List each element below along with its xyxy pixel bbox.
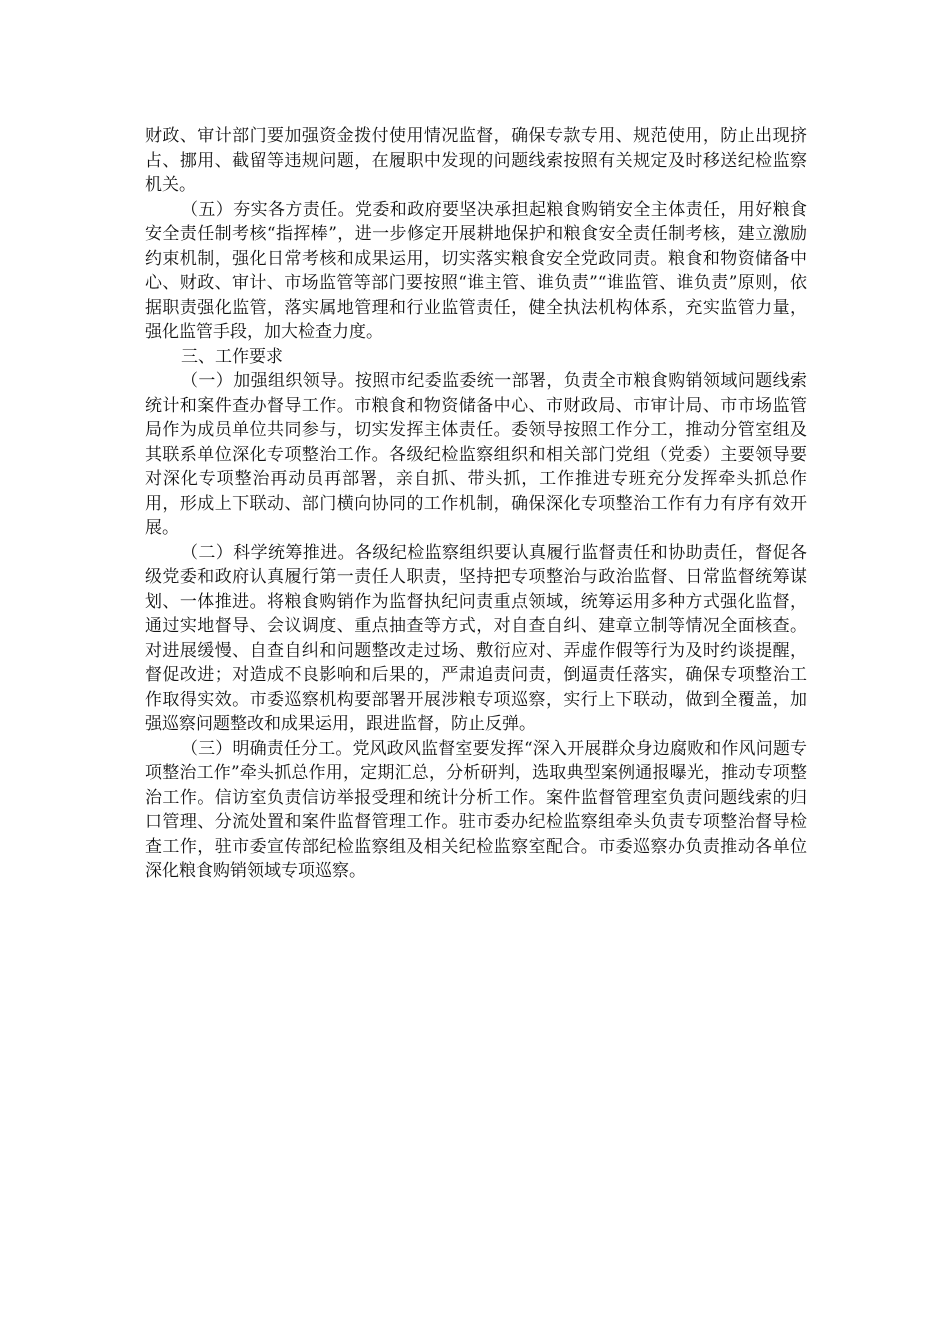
paragraph-section-five: （五）夯实各方责任。党委和政府要坚决承担起粮食购销安全主体责任，用好粮食安全责任制考核“指挥棒”，进一步修定开展耕地保护和粮食安全责任制考核，建立激励约束机制，强化日常考核和成果运用，切实落实粮食安全党政同责。粮食和物资储备中心、财政、审计、市场监管等部门要按照“谁主管、谁负责”“谁监管、谁负责”原则，依据职责强化监管，落实属地管理和行业监管责任，健全执法机构体系，充实监管力量，强化监管手段，加大检查力度。 (145, 199, 807, 342)
paragraph-item-two: （二）科学统筹推进。各级纪检监察组织要认真履行监督责任和协助责任，督促各级党委和政府认真履行第一责任人职责，坚持把专项整治与政治监督、日常监督统筹谋划、一体推进。将粮食购销作为监督执纪问责重点领域，统筹运用多种方式强化监督，通过实地督导、会议调度、重点抽查等方式，对自查自纠、建章立制等情况全面核查。对进展缓慢、自查自纠和问题整改走过场、敷衍应对、弄虚作假等行为及时约谈提醒，督促改进；对造成不良影响和后果的，严肃追责问责，倒逼责任落实，确保专项整治工作取得实效。市委巡察机构要部署开展涉粮专项巡察，实行上下联动，做到全覆盖，加强巡察问题整改和成果运用，跟进监督，防止反弹。 (145, 542, 807, 734)
paragraph-item-three: （三）明确责任分工。党风政风监督室要发挥“深入开展群众身边腐败和作风问题专项整治工作”牵头抓总作用，定期汇总，分析研判，选取典型案例通报曝光，推动专项整治工作。信访室负责信访举报受理和统计分析工作。案件监督管理室负责问题线索的归口管理、分流处置和案件监督管理工作。驻市委办纪检监察组牵头负责专项整治督导检查工作，驻市委宣传部纪检监察组及相关纪检监察室配合。市委巡察办负责推动各单位深化粮食购销领域专项巡察。 (145, 738, 807, 881)
section-heading-work-requirements: 三、工作要求 (181, 346, 283, 367)
paragraph-continuation: 财政、审计部门要加强资金拨付使用情况监督，确保专款专用、规范使用，防止出现挤占、挪用、截留等违规问题，在履职中发现的问题线索按照有关规定及时移送纪检监察机关。 (145, 126, 807, 195)
paragraph-item-one: （一）加强组织领导。按照市纪委监委统一部署，负责全市粮食购销领域问题线索统计和案件查办督导工作。市粮食和物资储备中心、市财政局、市审计局、市市场监管局作为成员单位共同参与，切实发挥主体责任。委领导按照工作分工，推动分管室组及其联系单位深化专项整治工作。各级纪检监察组织和相关部门党组（党委）主要领导要对深化专项整治再动员再部署，亲自抓、带头抓，工作推进专班充分发挥牵头抓总作用，形成上下联动、部门横向协同的工作机制，确保深化专项整治工作有力有序有效开展。 (145, 371, 807, 538)
document-body (145, 124, 807, 884)
